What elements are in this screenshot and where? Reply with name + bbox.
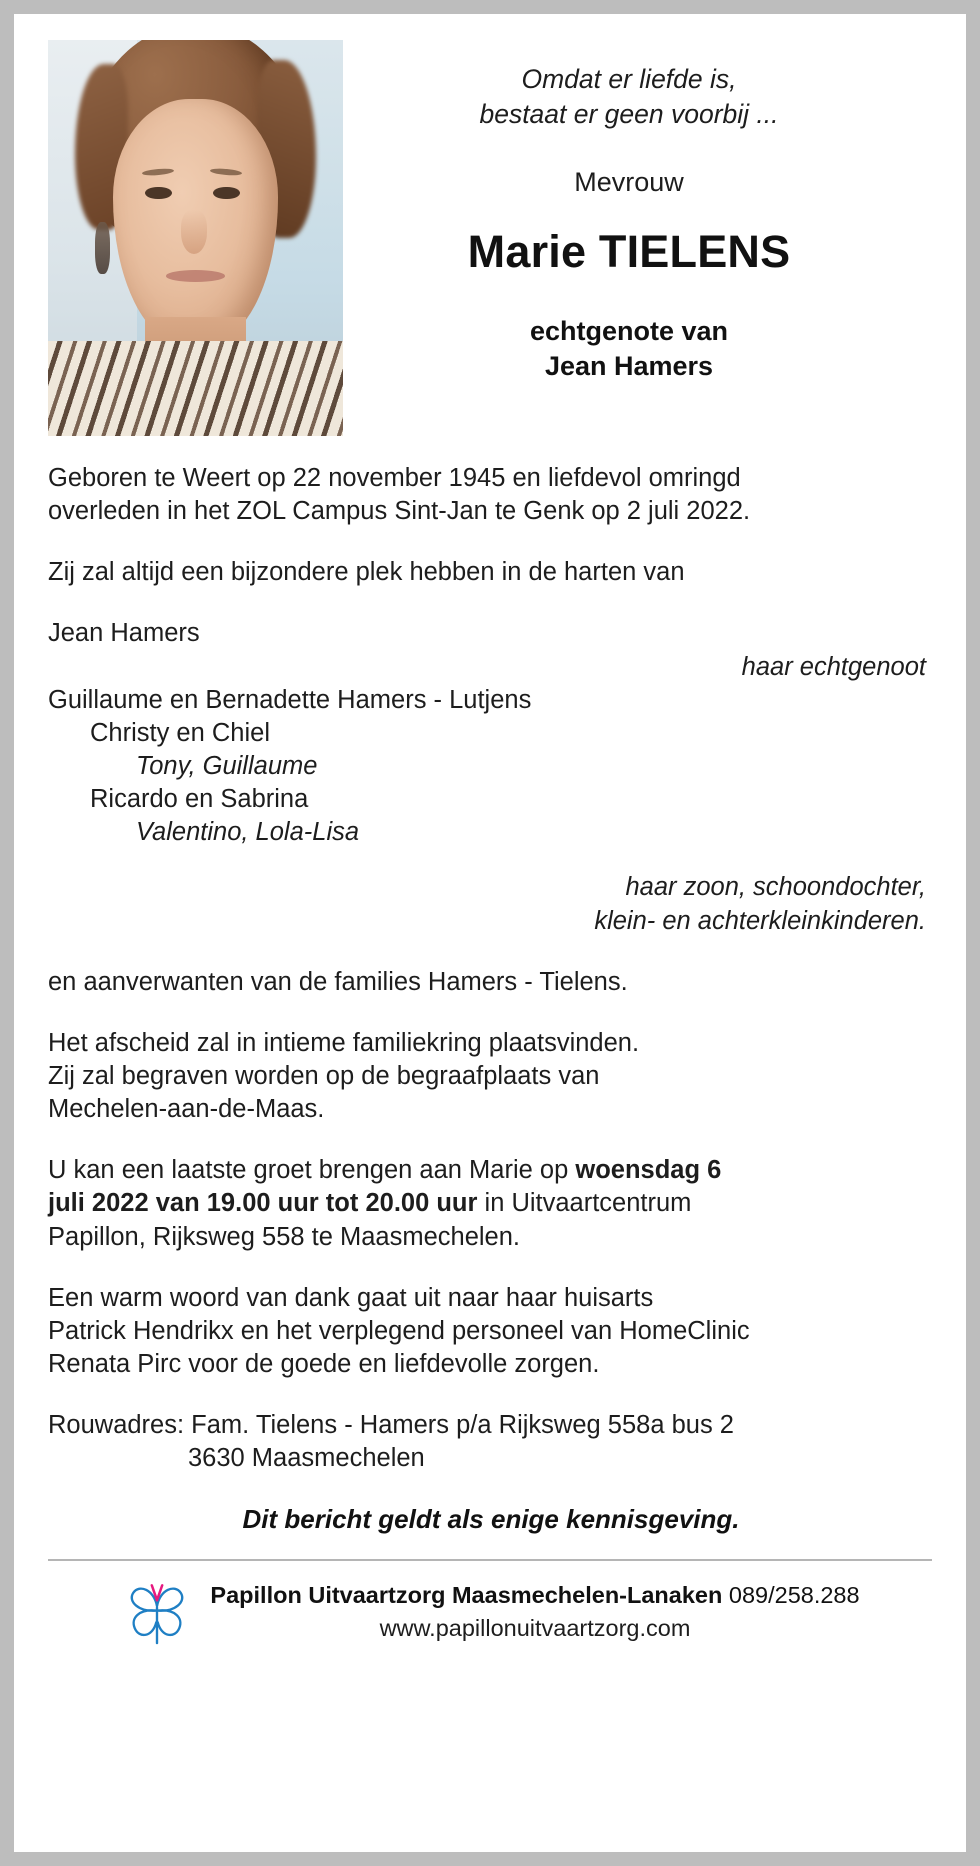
notice-inner	[14, 14, 966, 1852]
family-list	[48, 684, 934, 850]
memory-paragraph	[48, 556, 934, 589]
spouse-relation-line-2: Jean Hamers	[544, 350, 714, 381]
family-member: Christy en Chiel	[90, 718, 270, 747]
header-section	[14, 14, 966, 436]
thanks-line-3: Renata Pirc voor de goede en liefdevolle zorgen.	[48, 1349, 600, 1378]
portrait-container	[14, 40, 314, 436]
portrait-earring	[95, 222, 110, 273]
visitation-bold-2: juli 2022 van 19.00 uur tot 20.00 uur	[48, 1189, 478, 1218]
footer-website[interactable]: www.papillonuitvaartzorg.com	[379, 1614, 691, 1641]
mourning-address	[48, 1409, 934, 1475]
spouse-relation	[332, 314, 926, 383]
body-section	[14, 436, 966, 1537]
salutation: Mevrouw	[574, 166, 684, 197]
portrait-mouth	[166, 270, 225, 282]
birth-death-paragraph	[48, 462, 934, 528]
portrait-eye-right	[213, 187, 240, 200]
relatives-paragraph	[48, 966, 934, 999]
butterfly-icon	[120, 1575, 194, 1649]
footer-contact	[210, 1581, 859, 1643]
birth-line: Geboren te Weert op 22 november 1945 en liefdevol omringd	[48, 464, 741, 492]
family-member: Valentino, Lola-Lisa	[136, 818, 360, 847]
deceased-name: Marie TIELENS	[467, 226, 791, 278]
visitation-line-3: Papillon, Rijksweg 558 te Maasmechelen.	[48, 1222, 520, 1251]
visitation-line-2	[48, 1187, 934, 1220]
portrait-eye-left	[145, 187, 172, 200]
attribution-family	[48, 871, 934, 937]
portrait-blouse	[48, 341, 343, 436]
footer-section	[14, 1561, 966, 1649]
spouse-relation-line-1: echtgenote van	[529, 316, 729, 347]
visitation-line-1	[48, 1154, 934, 1187]
footer-company-name: Papillon Uitvaartzorg Maasmechelen-Lanaken	[210, 1582, 723, 1609]
verse-line-1: Omdat er liefde is,	[521, 64, 737, 94]
spacer	[48, 849, 934, 871]
visitation-paragraph	[48, 1154, 934, 1253]
attribution-family-line-1: haar zoon, schoondochter,	[625, 873, 926, 902]
family-member: Tony, Guillaume	[136, 751, 318, 780]
death-line: overleden in het ZOL Campus Sint-Jan te Genk op 2 juli 2022.	[48, 497, 751, 526]
attribution-family-line-2: klein- en achterkleinkinderen.	[594, 906, 926, 935]
relatives-line: en aanverwanten van de families Hamers - Tielens.	[48, 967, 628, 996]
thanks-line-2: Patrick Hendrikx en het verplegend personeel van HomeClinic	[48, 1316, 750, 1345]
farewell-line-3: Mechelen-aan-de-Maas.	[48, 1095, 325, 1124]
single-notice-statement: Dit bericht geldt als enige kennisgeving.	[242, 1504, 740, 1535]
mourning-address-line-1: Rouwadres: Fam. Tielens - Hamers p/a Rijksweg 558a bus 2	[48, 1411, 734, 1440]
visitation-mid: in Uitvaartcentrum	[477, 1189, 692, 1218]
farewell-paragraph	[48, 1027, 934, 1126]
survivor-spouse-name: Jean Hamers	[48, 619, 200, 648]
survivor-spouse-paragraph	[48, 617, 934, 683]
visitation-pre: U kan een laatste groet brengen aan Marie op	[48, 1156, 576, 1185]
mourning-address-line-2: 3630 Maasmechelen	[188, 1444, 425, 1473]
headline-block	[314, 40, 966, 383]
farewell-line-2: Zij zal begraven worden op de begraafplaats van	[48, 1061, 600, 1090]
thanks-paragraph	[48, 1282, 934, 1381]
memory-line: Zij zal altijd een bijzondere plek hebben in de harten van	[48, 558, 685, 587]
portrait-nose	[181, 210, 208, 254]
footer-phone[interactable]: 089/258.288	[728, 1582, 860, 1609]
farewell-line-1: Het afscheid zal in intieme familiekring plaatsvinden.	[48, 1028, 640, 1057]
memorial-verse	[332, 62, 926, 132]
family-member: Guillaume en Bernadette Hamers - Lutjens	[48, 685, 532, 714]
family-member: Ricardo en Sabrina	[90, 785, 309, 814]
portrait-photo	[48, 40, 343, 436]
verse-line-2: bestaat er geen voorbij ...	[479, 98, 779, 129]
attribution-spouse: haar echtgenoot	[741, 652, 926, 681]
thanks-line-1: Een warm woord van dank gaat uit naar haar huisarts	[48, 1283, 654, 1312]
visitation-bold-1: woensdag 6	[575, 1156, 722, 1185]
footer-company-line	[210, 1581, 859, 1610]
